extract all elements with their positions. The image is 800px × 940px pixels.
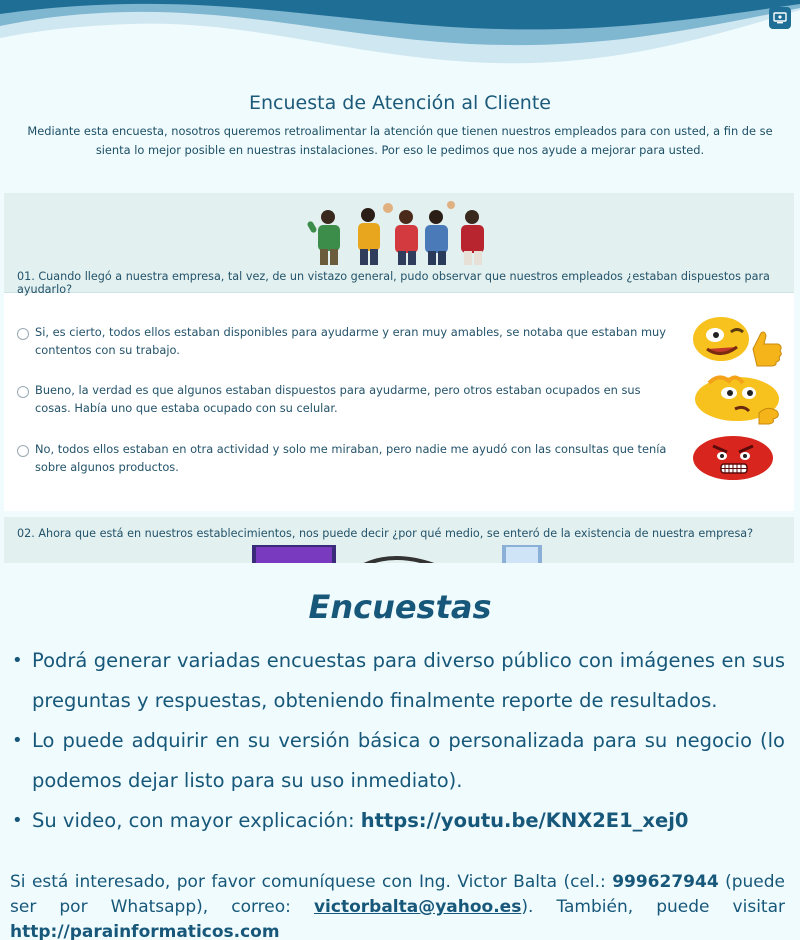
people-waving-image xyxy=(306,201,496,267)
happy-thumbs-up-emoji-icon xyxy=(689,315,785,367)
header-wave-banner xyxy=(0,0,800,75)
survey-intro: Mediante esta encuesta, nosotros queremos retroalimentar la atención que tienen nuestros empleados para con usted, a fin de se sienta lo mejor posible en nuestras instalaciones. Por eso le pedimos que nos ayude a mejorar para usted. xyxy=(27,124,773,157)
screen-share-icon[interactable] xyxy=(769,7,791,29)
survey-title: Encuesta de Atención al Cliente xyxy=(249,92,551,114)
question-card-2 xyxy=(4,517,794,563)
answer-option-label[interactable]: Bueno, la verdad es que algunos estaban dispuestos para ayudarme, pero otros estaban ocupados en sus cosas. Había uno que estaba ocupado con su celular. xyxy=(35,383,641,415)
question-card-1 xyxy=(4,193,794,511)
answer-option-label[interactable]: No, todos ellos estaban en otra actividad y solo me miraban, pero nadie me ayudó con las consultas que tenía sobre algunos productos. xyxy=(35,442,667,474)
feature-list xyxy=(10,641,785,841)
question-header xyxy=(4,517,794,563)
answer-option-3[interactable] xyxy=(4,436,794,486)
phone-number: 999627944 xyxy=(612,872,719,892)
feature-item: • Su video, con mayor explicación: https://youtu.be/KNX2E1_xej0 xyxy=(10,801,785,841)
thinking-emoji-icon xyxy=(689,373,785,425)
radio-button[interactable] xyxy=(17,445,29,457)
radio-button[interactable] xyxy=(17,328,29,340)
angry-emoji-icon xyxy=(689,432,785,484)
feature-item: • Podrá generar variadas encuestas para diverso público con imágenes en sus preguntas y respuestas, obteniendo finalmente reporte de resultados. xyxy=(10,641,785,721)
media-devices-image xyxy=(4,545,794,563)
feature-item: • Lo puede adquirir en su versión básica o personalizada para su negocio (lo podemos dejar listo para su uso inmediato). xyxy=(10,721,785,801)
email-link[interactable]: victorbalta@yahoo.es xyxy=(313,897,522,917)
website-link[interactable]: http://parainformaticos.com xyxy=(10,922,280,940)
question-header xyxy=(4,193,794,296)
radio-button[interactable] xyxy=(17,386,29,398)
question-1-text: 01. Cuando llegó a nuestra empresa, tal vez, de un vistazo general, pudo observar que nuestros empleados ¿estaban dispuestos para ayudarlo? xyxy=(17,270,770,296)
video-link[interactable]: https://youtu.be/KNX2E1_xej0 xyxy=(360,809,689,832)
promo-title: Encuestas xyxy=(308,588,492,626)
answer-option-label[interactable]: Si, es cierto, todos ellos estaban disponibles para ayudarme y eran muy amables, se notaba que estaban muy contentos con su trabajo. xyxy=(35,325,666,357)
answer-option-2[interactable] xyxy=(4,377,794,427)
answer-option-1[interactable] xyxy=(4,319,794,369)
contact-paragraph: Si está interesado, por favor comuníquese con Ing. Victor Balta (cel.: 999627944 (puede ser por Whatsapp), correo: victorbalta@yahoo.es). También, puede visitar http://parainformaticos.com xyxy=(10,872,785,940)
question-2-text: 02. Ahora que está en nuestros establecimientos, nos puede decir ¿por qué medio, se enteró de la existencia de nuestra empresa? xyxy=(17,527,754,540)
